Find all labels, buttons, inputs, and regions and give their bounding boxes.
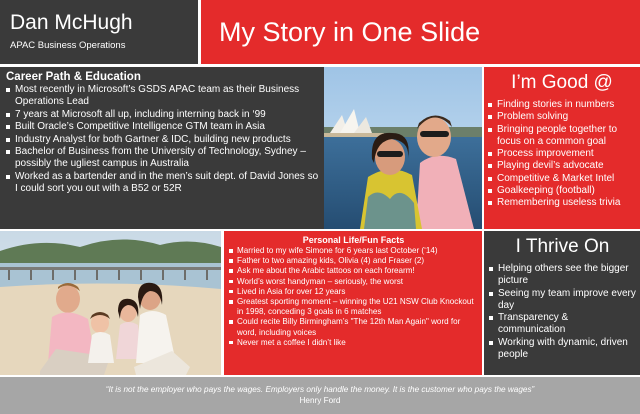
thrive-on-tile xyxy=(484,231,640,375)
fun-fact-item: Married to my wife Simone for 6 years last October (‘14) xyxy=(229,246,478,256)
good-at-item: Competitive & Market Intel xyxy=(488,173,636,185)
presenter-role: APAC Business Operations xyxy=(10,40,126,51)
thrive-on-item: Seeing my team improve every day xyxy=(489,288,636,313)
thrive-on-list xyxy=(489,263,636,361)
career-item: Most recently in Microsoft’s GSDS APAC team as their Business Operations Lead xyxy=(6,84,322,109)
career-list xyxy=(6,84,322,196)
good-at-item: Playing devil’s advocate xyxy=(488,160,636,172)
career-item: 7 years at Microsoft all up, including interning back in ‘99 xyxy=(6,109,322,121)
quote-text: “It is not the employer who pays the wages. Employers only handle the money. It is the customer who pays the wages” xyxy=(105,385,535,394)
name-tile xyxy=(0,0,198,64)
couple-photo xyxy=(324,67,482,229)
fun-fact-item: Could recite Billy Birmingham’s "The 12th Man Again" word for word, including voices xyxy=(229,317,478,337)
quote-bar xyxy=(0,377,640,414)
good-at-heading: I’m Good @ xyxy=(511,72,613,93)
thrive-on-item: Helping others see the bigger picture xyxy=(489,263,636,288)
good-at-list xyxy=(488,99,636,210)
thrive-on-item: Working with dynamic, driven people xyxy=(489,337,636,362)
fun-fact-item: Never met a coffee I didn’t like xyxy=(229,338,478,348)
slide-title: My Story in One Slide xyxy=(219,17,481,47)
presenter-name: Dan McHugh xyxy=(10,11,133,34)
good-at-item: Goalkeeping (football) xyxy=(488,185,636,197)
fun-fact-item: Father to two amazing kids, Olivia (4) and Fraser (2) xyxy=(229,256,478,266)
thrive-on-heading: I Thrive On xyxy=(515,236,610,257)
career-item: Industry Analyst for both Gartner & IDC, building new products xyxy=(6,134,322,146)
career-text-column xyxy=(6,71,322,196)
career-item: Built Oracle’s Competitive Intelligence GTM team in Asia xyxy=(6,121,322,133)
career-item: Worked as a bartender and in the men’s suit dept. of David Jones so I could sort you out with a B52 or 52R xyxy=(6,171,322,196)
career-item: Bachelor of Business from the University of Technology, Sydney – possibly the ugliest campus in Australia xyxy=(6,146,322,171)
title-tile xyxy=(201,0,640,64)
good-at-item: Problem solving xyxy=(488,111,636,123)
good-at-item: Bringing people together to focus on a common goal xyxy=(488,124,636,149)
quote-author: Henry Ford xyxy=(299,396,341,405)
good-at-tile xyxy=(484,67,640,229)
good-at-item: Remembering useless trivia xyxy=(488,197,636,209)
fun-facts-list xyxy=(229,246,478,348)
fun-fact-item: Lived in Asia for over 12 years xyxy=(229,287,478,297)
fun-fact-item: Greatest sporting moment – winning the U21 NSW Club Knockout in 1998, conceding 3 goals in 6 matches xyxy=(229,297,478,317)
good-at-item: Finding stories in numbers xyxy=(488,99,636,111)
family-photo xyxy=(0,231,221,375)
fun-fact-item: Ask me about the Arabic tattoos on each forearm! xyxy=(229,266,478,276)
career-heading: Career Path & Education xyxy=(6,71,141,83)
fun-facts-heading: Personal Life/Fun Facts xyxy=(302,235,405,245)
good-at-item: Process improvement xyxy=(488,148,636,160)
fun-fact-item: World’s worst handyman – seriously, the worst xyxy=(229,277,478,287)
fun-facts-tile xyxy=(224,231,482,375)
thrive-on-item: Transparency & communication xyxy=(489,312,636,337)
